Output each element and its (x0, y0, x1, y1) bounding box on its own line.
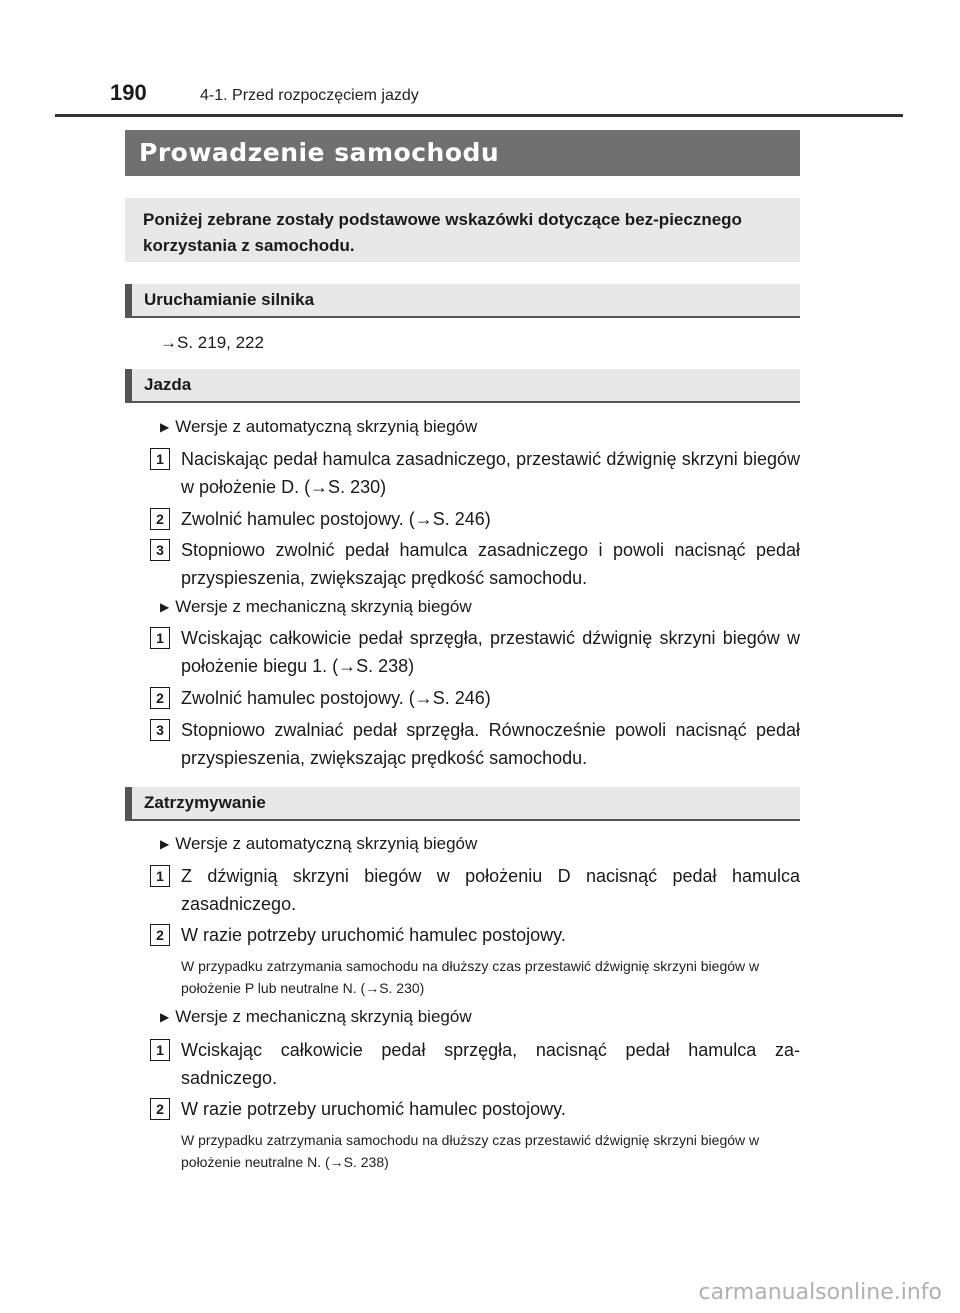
step-text: Wciskając całkowicie pedał sprzęgła, nacisnąć pedał hamulca za-sadniczego. (181, 1040, 800, 1088)
step-item (150, 1095, 800, 1123)
section-heading-start: Uruchamianie silnika (125, 284, 800, 318)
step-text: Zwolnić hamulec postojowy. (→S. 246) (181, 509, 491, 529)
variant-label-drive-manual (160, 597, 472, 617)
note-text: W przypadku zatrzymania samochodu na dłuższy czas przestawić dźwignię skrzyni biegów w położenie neutralne N. (→S. 238) (181, 1132, 760, 1170)
section-heading-stop: Zatrzymywanie (125, 787, 800, 821)
chapter-label: 4-1. Przed rozpoczęciem jazdy (200, 87, 419, 104)
step-text: Zwolnić hamulec postojowy. (→S. 246) (181, 688, 491, 708)
triangle-bullet-icon: ▶ (160, 1010, 170, 1024)
page-number: 190 (110, 80, 147, 105)
triangle-bullet-icon: ▶ (160, 600, 170, 614)
page-title: Prowadzenie samochodu (125, 130, 800, 176)
variant-text: Wersje z mechaniczną skrzynią biegów (175, 1007, 472, 1026)
step-item (150, 536, 800, 592)
variant-label-drive-auto (160, 417, 477, 437)
step-number: 2 (150, 924, 170, 946)
header-divider (55, 114, 903, 117)
note-text: W przypadku zatrzymania samochodu na dłuższy czas przestawić dźwignię skrzyni biegów w położenie P lub neutralne N. (→S. 230) (181, 958, 760, 996)
page-header (110, 80, 419, 106)
intro-box: Poniżej zebrane zostały podstawowe wskazówki dotyczące bez-piecznego korzystania z samochodu. (125, 198, 800, 262)
step-item (150, 445, 800, 501)
step-text: Z dźwignią skrzyni biegów w położeniu D nacisnąć pedał hamulca zasadniczego. (181, 866, 800, 914)
step-number: 2 (150, 687, 170, 709)
variant-text: Wersje z automatyczną skrzynią biegów (175, 417, 478, 436)
step-number: 2 (150, 1098, 170, 1120)
step-number: 1 (150, 1039, 170, 1061)
step-number: 2 (150, 508, 170, 530)
step-item (150, 716, 800, 772)
section-heading-drive: Jazda (125, 369, 800, 403)
step-number: 3 (150, 719, 170, 741)
step-text: Stopniowo zwolnić pedał hamulca zasadniczego i powoli nacisnąć pedał przyspieszenia, zwiększając prędkość samochodu. (181, 540, 800, 588)
step-item (150, 684, 800, 712)
step-text: Wciskając całkowicie pedał sprzęgła, przestawić dźwignię skrzyni biegów w położenie biegu 1. (→S. 238) (181, 628, 800, 676)
watermark: carmanualsonline.info (698, 1280, 942, 1305)
step-number: 1 (150, 627, 170, 649)
variant-text: Wersje z mechaniczną skrzynią biegów (175, 597, 472, 616)
step-item (150, 1036, 800, 1092)
step-number: 1 (150, 448, 170, 470)
step-item (150, 624, 800, 680)
step-number: 1 (150, 865, 170, 887)
triangle-bullet-icon: ▶ (160, 420, 170, 434)
variant-label-stop-auto (160, 834, 477, 854)
step-text: W razie potrzeby uruchomić hamulec postojowy. (181, 1099, 566, 1119)
variant-label-stop-manual (160, 1007, 472, 1027)
step-text: Stopniowo zwalniać pedał sprzęgła. Równocześnie powoli nacisnąć pedał przyspieszenia, zwiększając prędkość samochodu. (181, 720, 800, 768)
step-item (150, 921, 800, 949)
step-item (150, 862, 800, 918)
step-text: Naciskając pedał hamulca zasadniczego, przestawić dźwignię skrzyni biegów w położenie D. (→S. 230) (181, 449, 800, 497)
reference-link-start[interactable]: →S. 219, 222 (160, 333, 264, 352)
step-item (150, 505, 800, 533)
step-number: 3 (150, 539, 170, 561)
triangle-bullet-icon: ▶ (160, 837, 170, 851)
step-text: W razie potrzeby uruchomić hamulec postojowy. (181, 925, 566, 945)
variant-text: Wersje z automatyczną skrzynią biegów (175, 834, 478, 853)
